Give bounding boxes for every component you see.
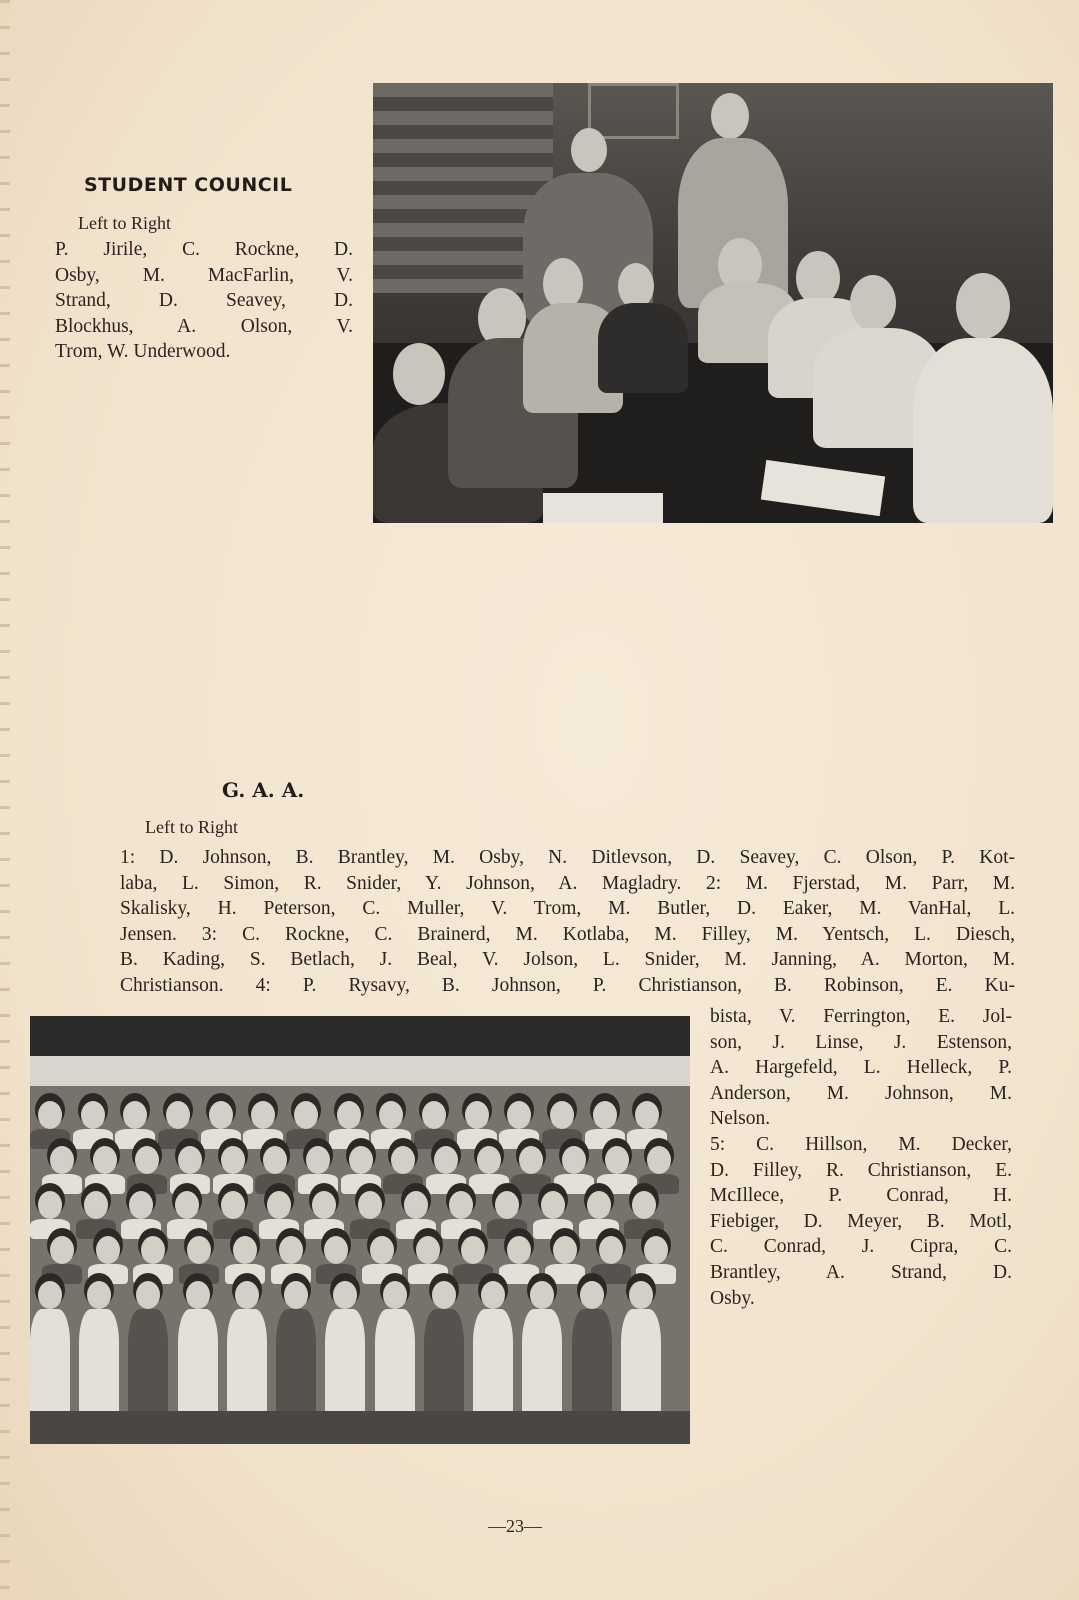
person-figure — [312, 1191, 336, 1219]
text-line: D. Filley, R. Christianson, E. — [710, 1159, 1012, 1181]
person-figure — [263, 1146, 287, 1174]
person-figure-body — [499, 1264, 539, 1284]
student-council-names — [55, 237, 353, 365]
person-figure — [495, 1191, 519, 1219]
person-figure-body — [127, 1174, 167, 1194]
person-figure — [306, 1146, 330, 1174]
person-figure — [333, 1281, 357, 1309]
person-figure — [221, 1191, 245, 1219]
gaa-subtitle: Left to Right — [145, 817, 238, 837]
person-figure — [647, 1146, 671, 1174]
person-figure — [434, 1146, 458, 1174]
person-figure — [519, 1146, 543, 1174]
student-council-photo — [373, 83, 1053, 523]
person-figure — [605, 1146, 629, 1174]
person-figure — [553, 1236, 577, 1264]
student-council-subtitle: Left to Right — [78, 213, 171, 233]
text-line: Brantley, A. Strand, D. — [710, 1261, 1012, 1283]
spiral-binding-edge — [0, 0, 10, 1600]
person-figure — [477, 1146, 501, 1174]
person-figure-body — [341, 1174, 381, 1194]
person-figure — [38, 1191, 62, 1219]
person-figure-body — [621, 1309, 661, 1419]
person-figure — [123, 1101, 147, 1129]
person-figure-body — [298, 1174, 338, 1194]
person-figure — [136, 1281, 160, 1309]
person-figure — [221, 1146, 245, 1174]
person-figure — [635, 1101, 659, 1129]
person-figure — [96, 1236, 120, 1264]
person-figure — [599, 1236, 623, 1264]
person-figure — [81, 1101, 105, 1129]
person-figure — [404, 1191, 428, 1219]
text-line: P. Jirile, C. Rockne, D. — [55, 239, 353, 260]
person-figure-body — [511, 1174, 551, 1194]
person-figure — [530, 1281, 554, 1309]
person-figure — [587, 1191, 611, 1219]
person-figure — [135, 1146, 159, 1174]
person-figure-body — [30, 1309, 70, 1419]
person-figure — [358, 1191, 382, 1219]
gaa-names-full-width — [120, 845, 1015, 999]
person-figure — [432, 1281, 456, 1309]
person-figure — [644, 1236, 668, 1264]
person-figure — [383, 1281, 407, 1309]
person-figure-body — [325, 1309, 365, 1419]
person-figure — [337, 1101, 361, 1129]
gaa-heading: G. A. A. — [222, 778, 305, 802]
text-line: McIllece, P. Conrad, H. — [710, 1185, 1012, 1207]
person-figure — [422, 1101, 446, 1129]
person-figure-body — [276, 1309, 316, 1419]
person-figure-body — [554, 1174, 594, 1194]
text-line: 1: D. Johnson, B. Brantley, M. Osby, N. Ditlevson, D. Seavey, C. Olson, P. Kot- — [120, 847, 1015, 868]
person-figure-body — [178, 1309, 218, 1419]
person-figure-body — [473, 1309, 513, 1419]
person-figure — [449, 1191, 473, 1219]
text-line: Jensen. 3: C. Rockne, C. Brainerd, M. Kotlaba, M. Filley, M. Yentsch, L. Diesch, — [120, 923, 1015, 945]
person-figure — [251, 1101, 275, 1129]
person-figure — [550, 1101, 574, 1129]
text-line: Fiebiger, D. Meyer, B. Motl, — [710, 1210, 1012, 1232]
person-figure — [93, 1146, 117, 1174]
text-line: son, J. Linse, J. Estenson, — [710, 1031, 1012, 1053]
text-line: Skalisky, H. Peterson, C. Muller, V. Trom, M. Butler, D. Eaker, M. VanHal, L. — [120, 898, 1015, 920]
person-figure — [284, 1281, 308, 1309]
person-figure-body — [591, 1264, 631, 1284]
person-figure — [391, 1146, 415, 1174]
text-line: Christianson. 4: P. Rysavy, B. Johnson, P. Christianson, B. Robinson, E. Ku- — [120, 974, 1015, 996]
person-figure — [370, 1236, 394, 1264]
person-figure — [562, 1146, 586, 1174]
person-figure — [209, 1101, 233, 1129]
person-figure-body — [545, 1264, 585, 1284]
text-line: Trom, W. Underwood. — [55, 341, 231, 363]
person-figure — [87, 1281, 111, 1309]
person-figure-body — [375, 1309, 415, 1419]
person-figure — [233, 1236, 257, 1264]
person-figure — [416, 1236, 440, 1264]
page-number: —23— — [488, 1516, 542, 1536]
person-figure — [187, 1236, 211, 1264]
person-figure — [178, 1146, 202, 1174]
text-line: C. Conrad, J. Cipra, C. — [710, 1236, 1012, 1258]
person-figure — [129, 1191, 153, 1219]
person-figure — [632, 1191, 656, 1219]
person-figure-body — [572, 1309, 612, 1419]
person-figure — [186, 1281, 210, 1309]
person-figure-body — [424, 1309, 464, 1419]
person-figure-body — [79, 1309, 119, 1419]
person-figure — [294, 1101, 318, 1129]
text-line: Blockhus, A. Olson, V. — [55, 315, 353, 337]
text-line: 5: C. Hillson, M. Decker, — [710, 1133, 1012, 1155]
text-line: laba, L. Simon, R. Snider, Y. Johnson, A. Magladry. 2: M. Fjerstad, M. Parr, M. — [120, 872, 1015, 894]
person-figure — [324, 1236, 348, 1264]
text-line: Strand, D. Seavey, D. — [55, 290, 353, 312]
person-figure — [481, 1281, 505, 1309]
student-council-heading: STUDENT COUNCIL — [84, 174, 293, 196]
person-figure — [279, 1236, 303, 1264]
person-figure-body — [227, 1309, 267, 1419]
text-line: Osby. — [710, 1287, 755, 1309]
person-figure — [507, 1236, 531, 1264]
person-figure-body — [522, 1309, 562, 1419]
person-figure — [465, 1101, 489, 1129]
person-figure-body — [453, 1264, 493, 1284]
person-figure — [379, 1101, 403, 1129]
person-figure — [580, 1281, 604, 1309]
gaa-group-photo — [30, 1016, 690, 1444]
person-figure-body — [316, 1264, 356, 1284]
person-figure-body — [133, 1264, 173, 1284]
person-figure — [461, 1236, 485, 1264]
person-figure — [541, 1191, 565, 1219]
person-figure — [507, 1101, 531, 1129]
person-figure — [166, 1101, 190, 1129]
text-line: Anderson, M. Johnson, M. — [710, 1082, 1012, 1104]
person-figure — [84, 1191, 108, 1219]
person-figure — [141, 1236, 165, 1264]
text-line: bista, V. Ferrington, E. Jol- — [710, 1006, 1012, 1027]
text-line: Nelson. — [710, 1108, 771, 1130]
person-figure — [629, 1281, 653, 1309]
person-figure — [593, 1101, 617, 1129]
person-figure — [38, 1101, 62, 1129]
person-figure — [50, 1236, 74, 1264]
person-figure — [267, 1191, 291, 1219]
text-line: Osby, M. MacFarlin, V. — [55, 264, 353, 286]
person-figure — [235, 1281, 259, 1309]
text-line: A. Hargefeld, L. Helleck, P. — [710, 1057, 1012, 1079]
person-figure-body — [128, 1309, 168, 1419]
text-line: B. Kading, S. Betlach, J. Beal, V. Jolson, L. Snider, M. Janning, A. Morton, M. — [120, 949, 1015, 971]
person-figure — [38, 1281, 62, 1309]
person-figure — [349, 1146, 373, 1174]
person-figure — [175, 1191, 199, 1219]
person-figure — [50, 1146, 74, 1174]
gaa-names-side-column — [710, 1004, 1012, 1311]
